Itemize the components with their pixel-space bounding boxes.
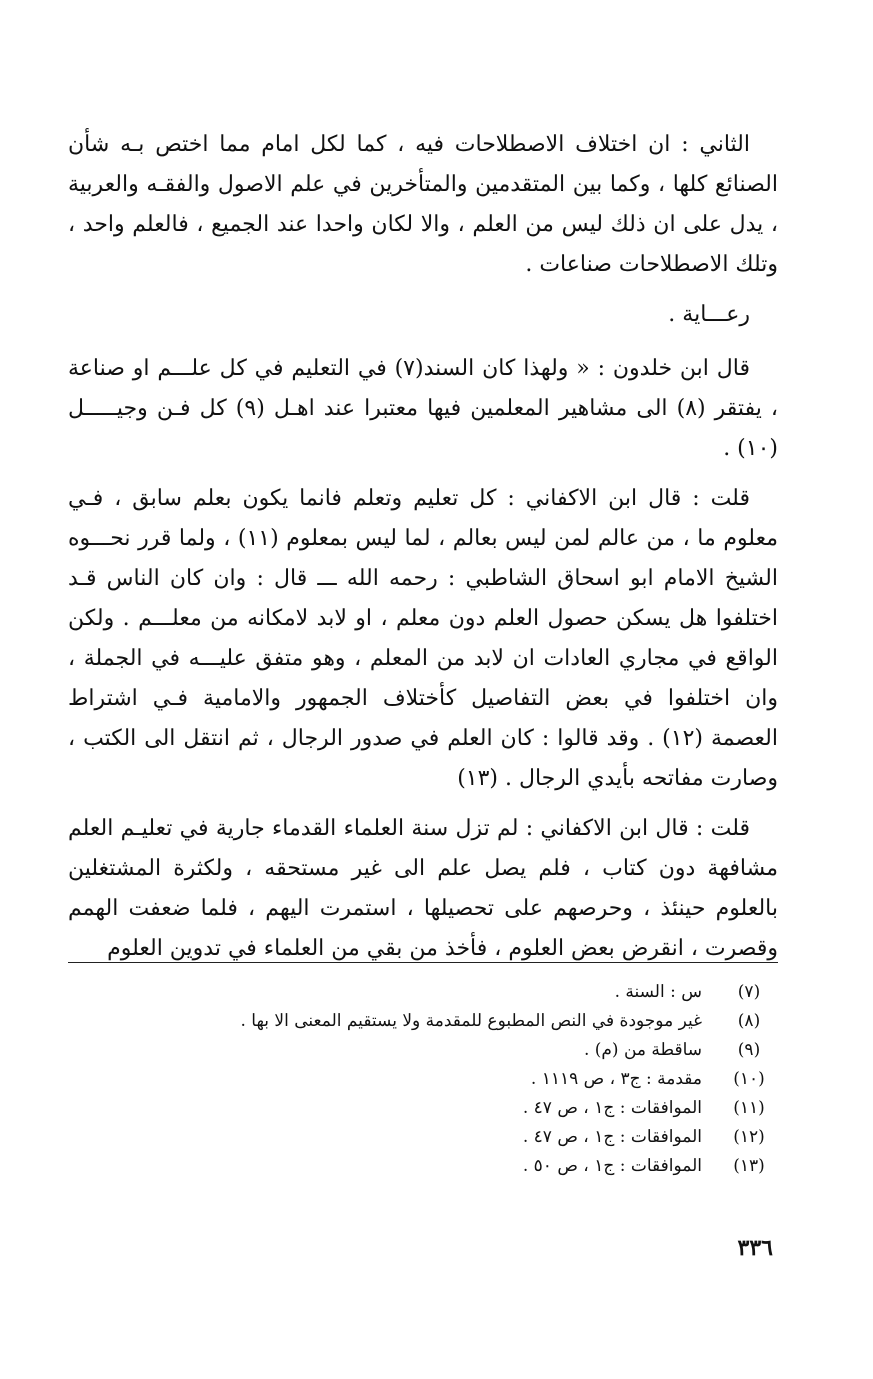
footnote-item — [68, 1094, 778, 1123]
paragraph-ibn-akfani-2: قلت : قال ابن الاكفاني : لم تزل سنة العلماء القدماء جارية في تعليـم العلم مشافهة دون كتاب ، فلم يصل علم الى غير مستحقه ، ولكثرة المشتغلين بالعلوم حينئذ ، وحرصهم على تحصيلها ، استمرت اليهم ، فلما ضعفت الهمم وقصرت ، انقرض بعض العلوم ، فأخذ من بقي من العلماء في تدوين العلوم — [68, 816, 778, 961]
footnote-number: (٨) — [737, 1011, 761, 1031]
paragraph-ibn-akfani-1: قلت : قال ابن الاكفاني : كل تعليم وتعلم فانما يكون بعلم سابق ، فـي معلوم ما ، من عالم لمن ليس بعالم ، لما ليس بمعلوم (١١) ، ولما قرر نحـــوه الشيخ الامام ابو اسحاق الشاطبي : رحمه الله ـــ قال : وان كان الناس قـد اختلفوا هل يسكن حصول العلم دون معلم ، او لابد لامكانه من معلـــم . ولكن الواقع في مجاري العادات ان لابد من المعلم ، وهو متفق عليـــه في الجملة ، وان اختلفوا في بعض التفاصيل كأختلاف الجمهور والامامية فـي اشتراط العصمة (١٢) . وقد قالوا : كان العلم في صدور الرجال ، ثم انتقل الى الكتب ، وصارت مفاتحه بأيدي الرجال . (١٣) — [68, 486, 778, 791]
main-text — [68, 125, 778, 979]
footnote-divider — [68, 962, 778, 963]
paragraph-second-point: الثاني : ان اختلاف الاصطلاحات فيه ، كما لكل امام مما اختص بـه شأن الصنائع كلها ، وكما بين المتقدمين والمتأخرين في علم الاصول والفقـه والعربية ، يدل على ان ذلك ليس من العلم ، والا لكان واحدا عند الجميع ، فالعلم واحد ، وتلك الاصطلاحات صناعات . — [68, 132, 778, 277]
footnote-number: (٩) — [737, 1040, 761, 1060]
footnote-number: (١٢) — [733, 1127, 765, 1147]
footnote-item — [68, 1036, 778, 1065]
footnote-number: (١٠) — [733, 1069, 765, 1089]
footnote-text: غير موجودة في النص المطبوع للمقدمة ولا يستقيم المعنى الا بها . — [240, 1011, 702, 1031]
page-number: ٣٣٦ — [737, 1235, 773, 1261]
footnote-item — [68, 1007, 778, 1036]
footnote-text: الموافقات : ج١ ، ص ٤٧ . — [522, 1127, 702, 1147]
footnote-item — [68, 1152, 778, 1181]
footnote-number: (١٣) — [733, 1156, 765, 1176]
footnote-text: س : السنة . — [614, 982, 702, 1002]
footnote-text: الموافقات : ج١ ، ص ٥٠ . — [522, 1156, 702, 1176]
footnote-text: ساقطة من (م) . — [583, 1040, 702, 1060]
footnotes — [68, 978, 778, 1181]
paragraph-riaya: رعـــاية . — [668, 302, 750, 327]
footnote-number: (١١) — [733, 1098, 765, 1118]
footnote-item — [68, 978, 778, 1007]
footnote-text: الموافقات : ج١ ، ص ٤٧ . — [522, 1098, 702, 1118]
footnote-item — [68, 1065, 778, 1094]
footnote-number: (٧) — [737, 982, 761, 1002]
paragraph-ibn-khaldun: قال ابن خلدون : « ولهذا كان السند(٧) في التعليم في كل علـــم او صناعة ، يفتقر (٨) الى مشاهير المعلمين فيها معتبرا عند اهـل (٩) كل فـن وجيـــــل (١٠) . — [68, 356, 778, 461]
footnote-item — [68, 1123, 778, 1152]
footnote-text: مقدمة : ج٣ ، ص ١١١٩ . — [530, 1069, 702, 1089]
